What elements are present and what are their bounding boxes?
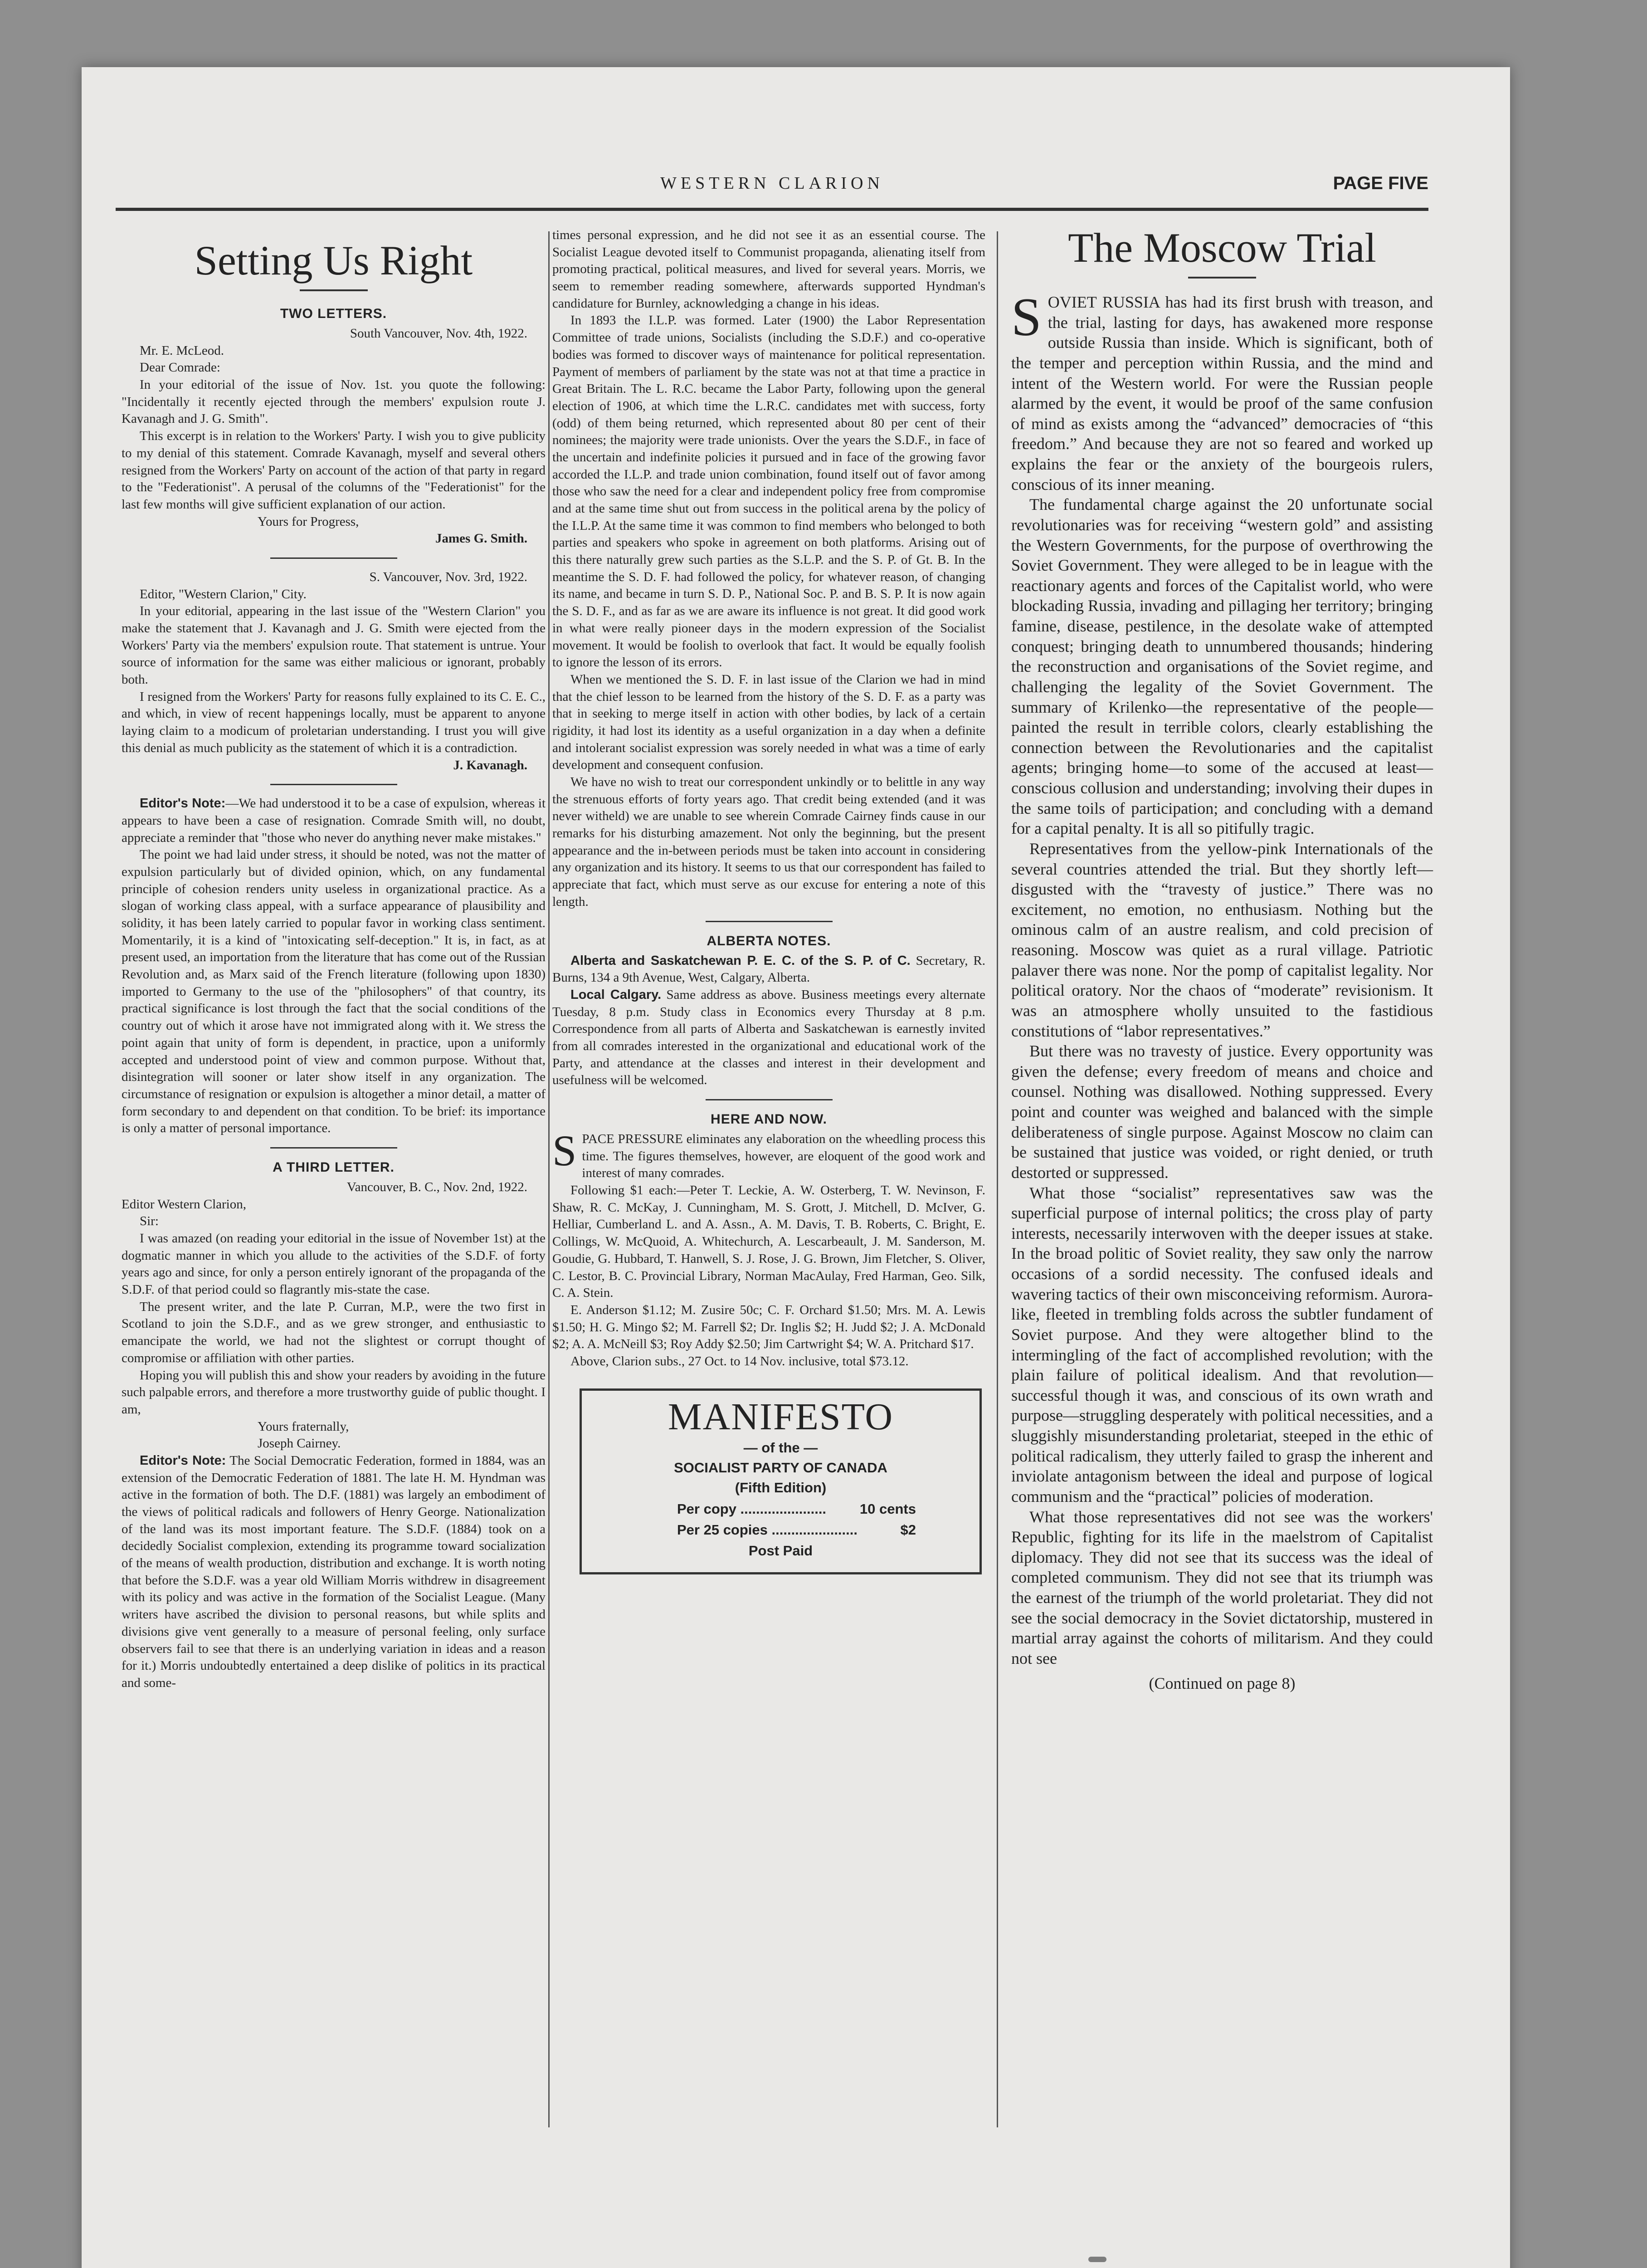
subscription-total: Above, Clarion subs., 27 Oct. to 14 Nov. inclusive, total $73.12. bbox=[570, 1354, 909, 1369]
signature: Joseph Cairney. bbox=[258, 1436, 341, 1451]
here-and-now-heading: HERE AND NOW. bbox=[711, 1112, 827, 1127]
column-three bbox=[1011, 227, 1433, 1693]
dateline: S. Vancouver, Nov. 3rd, 1922. bbox=[369, 569, 527, 584]
continued-note: (Continued on page 8) bbox=[1149, 1674, 1296, 1692]
letter-paragraph: In your editorial, appearing in the last issue of the "Western Clarion" you make the statement that J. Kavanagh and J. G. Smith were ejected from the Workers' Party via the members' expulsion route. That statement is untrue. Your source of information for the same was either malicious or ignorant, probably both. bbox=[122, 604, 546, 687]
moscow-paragraph: Representatives from the yellow-pink Internationals of the several countries attended the trial. But they shortly left—disgusted with the “travesty of justice.” There was no excitement, no emotion, no enthusiasm. Nothing but the ominous calm of an austre realism, and cold precision of reasoning. Moscow was quiet as a rural village. Patriotic palaver there was none. Nor the pomp of capitalist legality. Nor political oratory. Nor the chaos of “moderate” revisionism. It was an atmosphere wholly unsuited to the fastidious constitutions of “labor representatives.” bbox=[1011, 839, 1433, 1040]
third-letter-heading: A THIRD LETTER. bbox=[273, 1159, 395, 1175]
moscow-paragraph: But there was no travesty of justice. Every opportunity was given the defense; every freedom of means and choice and counsel. Nothing was disallowed. Nothing suppressed. Every point and counter was weighed and balanced with the simple deliberateness of single purpose. Against Moscow no claim can be sustained that justice was voided, or right denied, or truth destorted or suppressed. bbox=[1011, 1042, 1433, 1182]
two-letters-heading: TWO LETTERS. bbox=[280, 306, 387, 321]
section-rule bbox=[270, 784, 397, 785]
manifesto-advertisement bbox=[580, 1388, 982, 1574]
moscow-paragraph: What those “socialist” representatives saw was the superficial purpose of internal politics; the cross play of party interests, necessarily interwoven with the deeper issues at stake. In the broad politic of Soviet reality, they saw only the narrow occasions of a sordid necessity. The confused ideals and wavering tactics of their own misconceiving reformism. Aurora-like, fleeted in trembling folds across the subtler fundament of Soviet purpose. And they were altogether blind to the intermingling of the fact of accomplished revolution; with the plain failure of political idealism. And that revolution—successful though it was, and conscious of its own wrath and purpose—struggling desperately with political necessities, and a sluggishly misunderstanding proletariat, steeped in the ethic of political radicalism, they utterly failed to grasp the inherent and inviolate antagonism between the ideal and purpose of logical communism and the “practical” policies of moderation. bbox=[1011, 1183, 1433, 1505]
salutation: Sir: bbox=[140, 1214, 159, 1229]
addressee: Mr. E. McLeod. bbox=[140, 343, 224, 358]
letter-paragraph: Hoping you will publish this and show your readers by avoiding in the future such palpable errors, and therefore a more trustworthy guide of public thought. I am, bbox=[122, 1368, 546, 1417]
page-number: PAGE FIVE bbox=[1333, 173, 1428, 193]
manifesto-edition: (Fifth Edition) bbox=[735, 1480, 827, 1496]
editors-note-paragraph: The point we had laid under stress, it should be noted, was not the matter of expulsion particularly but of divided opinion, which, on any fundamental principle of cohesion renders unity useless in organizational practice. As a slogan of working class appeal, with a surface appearance of plausibility and solidity, it has been lately carried to popular favor in working class sentiment. Momentarily, it is a kind of "intoxicating self-deception." It is, in fact, as at present used, an importation from the literature that has come out of the Russian Revolution and, as Marx said of the French literature (following upon 1830) imported to Germany to the use of the "philosophers" of that country, its practical significance is lost through the fact that the social conditions of the country out of which it arose have not immigrated along with it. We stress the point again that unity of form is dependent, in practice, upon a uniformly accepted and understood point of view and common purpose. Without that, disintegration will sooner or later show itself in any organization. The circumstance of resignation or expulsion is altogether a minor detail, a matter of form secondary to and dependent on that condition. To be brief: its importance is only a matter of personal importance. bbox=[122, 847, 546, 1136]
local-calgary-text: Same address as above. Business meetings every alternate Tuesday, 8 p.m. Study class in Economics every Thursday at 8 p.m. Correspondence from all parts of Alberta and Saskatchewan is earnestly invited from all comrades interested in the organizational and educational work of the Party, and attendance at the classes and interest in their development and usefulness will be welcomed. bbox=[552, 987, 985, 1088]
manifesto-party: SOCIALIST PARTY OF CANADA bbox=[674, 1460, 887, 1476]
section-rule bbox=[270, 1147, 397, 1149]
addressee: Editor Western Clarion, bbox=[122, 1197, 246, 1212]
continued-paragraph: When we mentioned the S. D. F. in last issue of the Clarion we had in mind that the chief lesson to be learned from the history of the S. D. F. as a party was that in seeking to merge itself in action with other bodies, by lack of a certain rigidity, it had lost its identity as a useful organization in a day when a definite and intolerant socialist expression was sorely needed in what was a time of early development and consequent confusion. bbox=[552, 672, 985, 772]
local-calgary-label: Local Calgary. bbox=[570, 987, 662, 1002]
drop-cap: S bbox=[552, 1126, 577, 1175]
alberta-notes-heading: ALBERTA NOTES. bbox=[707, 933, 831, 948]
moscow-paragraph: The fundamental charge against the 20 unfortunate social revolutionaries was for receiving “western gold” and assisting the Western Governments, for the purpose of overthrowing the Soviet Government. They were alleged to be in league with the reactionary agents and forces of the Capitalist world, who were blockading Russia, invading and pillaging her territory; bringing famine, disease, pestilence, in the desolate wake of attempted conquest; bringing death to unnumbered thousands; hindering the reconstruction and organisations of the Soviet regime, and challenging the legality of the Soviet Government. The summary of Krilenko—the representative of the people—painted the result in terrible colors, clearly establishing the connection between the Revolutionaries and the capitalist agents; bringing home—to some of the accused at least— conscious collusion and understanding; involving their dupes in the same toils of participation; and concluding with a demand for a capital penalty. It is all so pitifully tragic. bbox=[1011, 495, 1433, 838]
masthead bbox=[116, 173, 1428, 200]
dateline: South Vancouver, Nov. 4th, 1922. bbox=[350, 326, 527, 341]
drop-cap: S bbox=[1011, 287, 1042, 347]
here-and-now-lead: PACE PRESSURE eliminates any elaboration on the wheedling process this time. The figures themselves, however, are eloquent of the good work and interest of many comrades. bbox=[582, 1132, 985, 1181]
headline-rule bbox=[300, 289, 368, 291]
column-two bbox=[552, 227, 985, 1574]
alberta-lead-label: Alberta and Saskatchewan P. E. C. of the S. P. of C. bbox=[570, 953, 911, 968]
alberta-lead-text: Secretary, R. Burns, 134 a 9th Avenue, West, Calgary, Alberta. bbox=[552, 953, 985, 985]
price-per-25 bbox=[591, 1521, 970, 1539]
closing: Yours fraternally, bbox=[258, 1419, 349, 1434]
subscriber-list: E. Anderson $1.12; M. Zusire 50c; C. F. Orchard $1.50; Mrs. M. A. Lewis $1.50; H. G. Mingo $2; M. Farrell $2; Dr. Inglis $2; H. Judd $2; J. A. McDonald $2; A. A. McNeill $3; Roy Addy $2.50; Jim Cartwright $4; W. A. Pritchard $17. bbox=[552, 1302, 985, 1352]
addressee: Editor, "Western Clarion," City. bbox=[140, 587, 307, 601]
masthead-rule bbox=[116, 208, 1428, 211]
section-rule bbox=[706, 921, 833, 922]
editors-note-text: —We had understood it to be a case of expulsion, whereas it appears to have been a case of resignation. Comrade Smith will, no doubt, appreciate a reminder that "those who never do anything never make mistakes." bbox=[122, 796, 546, 845]
setting-us-right-headline: Setting Us Right bbox=[194, 237, 473, 284]
paper-tear bbox=[1088, 2257, 1106, 2262]
continued-paragraph: times personal expression, and he did not see it as an essential course. The Socialist League devoted itself to Communist propaganda, alienating itself from promoting practical, political measures, and lived for several years. Morris, we seem to remember reading somewhere, afterwards supported Hyndman's candidature for Burnley, acknowledging a change in his ideas. bbox=[552, 228, 985, 311]
subscriber-list: Following $1 each:—Peter T. Leckie, A. W. Osterberg, T. W. Nevinson, F. Shaw, R. C. McKay, J. Cunningham, M. S. Grott, J. Mitchell, D. McIver, G. Helliar, Cumberland L. and A. Assn., A. M. Davis, T. B. Roberts, C. Bright, E. Collings, W. McQuoid, A. Whitechurch, A. Lescarbeault, J. M. Sanderson, M. Goudie, G. Hubbard, T. Hanwell, S. J. Rose, J. G. Brown, Jim Fletcher, S. Oliver, C. Lestor, B. C. Provincial Library, Norman MacAulay, Fred Harman, Geo. Silk, C. A. Stein. bbox=[552, 1183, 985, 1300]
salutation: Dear Comrade: bbox=[140, 360, 220, 375]
price-label: Per copy ...................... bbox=[677, 1501, 827, 1517]
continued-paragraph: In 1893 the I.L.P. was formed. Later (1900) the Labor Representation Committee of trade unions, Socialists (including the S.D.F.) and co-operative bodies was formed to discover ways of maintenance for political representation. Payment of members of parliament by the state was not at that time a practice in Great Britain. The L. R.C. became the Labor Party, following upon the general election of 1906, at which time the L.R.C. candidates met with success, forty (odd) of them being returned, which represented about 80 per cent of their nominees; the majority were trade unionists. Over the years the S.D.F., in face of the uncertain and indefinite policies it pursued and in face of the growing favor accorded the I.L.P. and trade union combination, found itself out of favor among those who saw the need for a clear and independent policy free from compromise and at the same time shut out from success in the political arena by the policy of the I.L.P. At the same time it was common to find members who belonged to both parties and speakers who spoke in agreement on both platforms. Arising out of this there naturally grew such parties as the S.L.P. and the S. P. of Gt. B. In the meantime the S. D. F. had followed the policy, for whatever reason, of changing its name, and became in turn S. D. P., National Soc. P. and B. S. P. It is now again the S. D. F., and as far as we are aware its influence is not great. It did good work in what were really pioneer days in the modern expression of the Socialist movement. It would be foolish to overlook that fact. It would be equally foolish to ignore the lesson of its errors. bbox=[552, 313, 985, 670]
column-rule bbox=[548, 231, 550, 2127]
signature: J. Kavanagh. bbox=[453, 758, 527, 772]
editors-note-text: The Social Democratic Federation, formed in 1884, was an extension of the Democratic Federation of 1881. The late H. M. Hyndman was active in the formation of both. The D.F. (1881) was largely an embodiment of the views of political radicals and followers of Henry George. Nationalization of the land was its most important feature. The S.D.F. (1884) took on a decidedly Socialist complexion, extending its programme toward socialization of the means of wealth production, distribution and exchange. It is worth noting that before the S.D.F. was a year old William Morris withdrew in disagreement with its policy and was active in the formation of the Socialist League. (Many writers have ascribed the division to personal reasons, but while splits and divisions give vent generally to a measure of personal feeling, only surface observers fail to see that there is an underlying variation in ideas and a reason for it.) Morris undoubtedly entertained a deep dislike of politics in its practical and some- bbox=[122, 1453, 546, 1690]
price-value: 10 cents bbox=[859, 1501, 916, 1517]
letter-paragraph: This excerpt is in relation to the Workers' Party. I wish you to give publicity to my denial of this statement. Comrade Kavanagh, myself and several others resigned from the Workers' Party on account of the action of that party in regard to the "Federationist". A perusal of the columns of the "Federationist" for the last few months will give sufficient explanation of our action. bbox=[122, 429, 546, 512]
headline-rule bbox=[1188, 277, 1256, 279]
column-one bbox=[122, 227, 546, 1692]
price-label: Per 25 copies ...................... bbox=[677, 1522, 858, 1538]
dateline: Vancouver, B. C., Nov. 2nd, 1922. bbox=[346, 1179, 527, 1194]
column-rule bbox=[997, 231, 998, 2127]
moscow-paragraph: What those representatives did not see was the workers' Republic, fighting for its life in the maelstrom of Capitalist diplomacy. They did not see that its success was the ideal of completed communism. They did not see that its triumph was the earnest of the triumph of the world proletariat. They did not see the social democracy in the Soviet dictatorship, mustered in martial array against the cohorts of militarism. And they could not see bbox=[1011, 1507, 1433, 1667]
signature: James G. Smith. bbox=[435, 531, 527, 546]
letter-paragraph: The present writer, and the late P. Curran, M.P., were the two first in Scotland to join the S.D.F., and as we grew stronger, and enthusiastic to emancipate the world, we had not the slightest or corrupt thought of compromise or affiliation with other parties. bbox=[122, 1299, 546, 1365]
editors-note-label: Editor's Note: bbox=[140, 1453, 226, 1468]
price-value: $2 bbox=[900, 1522, 916, 1538]
closing: Yours for Progress, bbox=[258, 514, 359, 529]
continued-paragraph: We have no wish to treat our correspondent unkindly or to belittle in any way the strenuous efforts of forty years ago. That credit being extended (and it was never witheld) we are unable to see wherein Comrade Cairney finds cause in our remarks for his disturbing amazement. Not only the beginning, but the present appearance and the in-between periods must be taken into account in considering any organization and its history. It seems to us that our correspondent has failed to appreciate that fact, which must serve as our excuse for entering a note of this length. bbox=[552, 775, 985, 909]
editors-note-label: Editor's Note: bbox=[140, 796, 226, 811]
letter-paragraph: I was amazed (on reading your editorial in the issue of November 1st) at the dogmatic manner in which you allude to the activities of the S.D.F. of forty years ago and since, for only a person entirely ignorant of the propaganda of the S.D.F. of that period could so flagrantly mis-state the case. bbox=[122, 1231, 546, 1297]
section-rule bbox=[706, 1099, 833, 1100]
paper-name: WESTERN CLARION bbox=[660, 174, 884, 193]
post-paid: Post Paid bbox=[748, 1543, 813, 1559]
price-per-copy bbox=[591, 1500, 970, 1518]
moscow-lead: OVIET RUSSIA has had its first brush with treason, and the trial, lasting for days, has awakened more response outside Russia than inside. Which is significant, both of the temper and perception within Russia, and the mind and intent of the Western world. For were the Russian people alarmed by the event, it would be proof of the same confusion of mind as exists among the “advanced” democracies of “this freedom.” And because they are not so feared and worked up explains the fear or the anxiety of the bourgeois rulers, conscious of its inner meaning. bbox=[1011, 293, 1433, 494]
letter-paragraph: In your editorial of the issue of Nov. 1st. you quote the following: "Incidentally it recently ejected through the members' expulsion route J. Kavanagh and J. G. Smith". bbox=[122, 377, 546, 426]
manifesto-of: — of the — bbox=[743, 1439, 818, 1456]
section-rule bbox=[270, 557, 397, 559]
manifesto-title: MANIFESTO bbox=[668, 1395, 894, 1438]
letter-paragraph: I resigned from the Workers' Party for reasons fully explained to its C. E. C., and which, in view of recent happenings locally, must be apparent to anyone laying claim to a modicum of proletarian understanding. I trust you will give this denial as much publicity as the statement of which it is a contradiction. bbox=[122, 689, 546, 755]
moscow-trial-headline: The Moscow Trial bbox=[1068, 225, 1376, 271]
